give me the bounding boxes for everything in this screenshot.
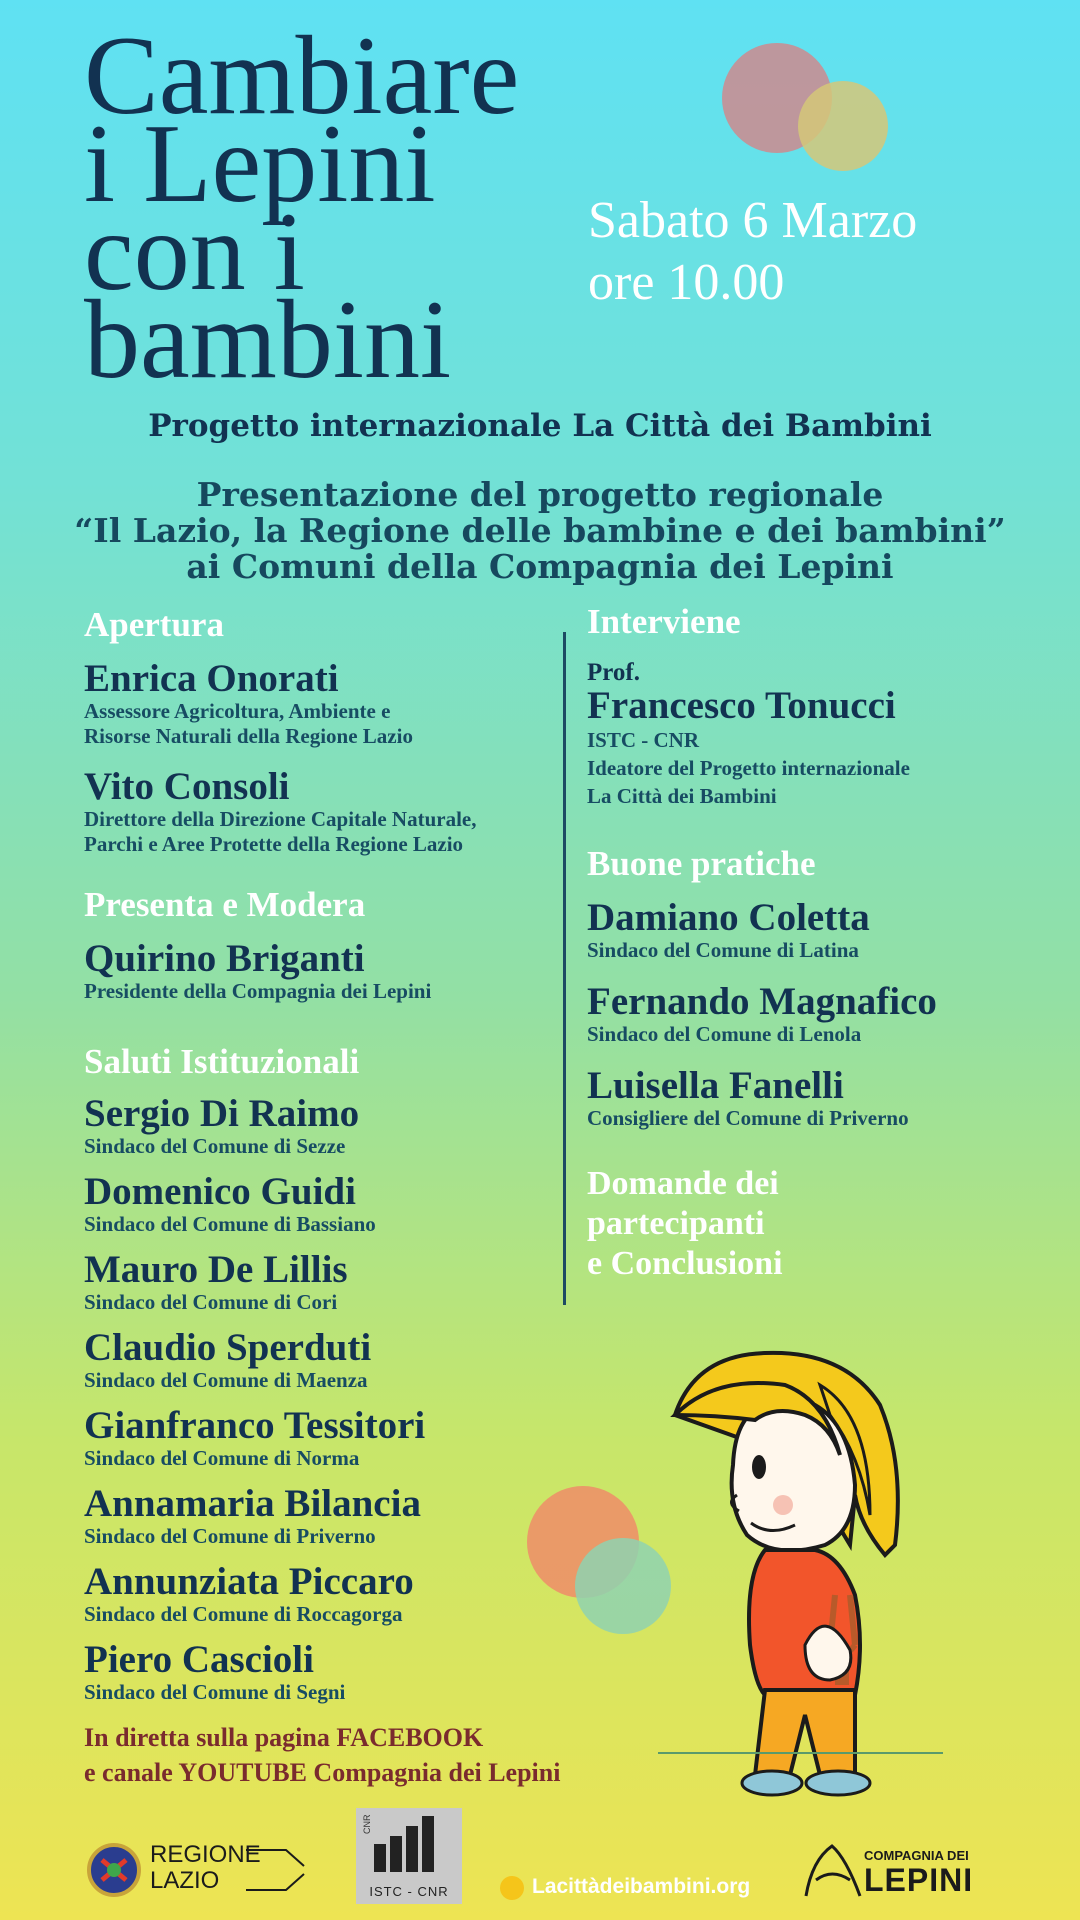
list-item	[84, 1094, 477, 1172]
speaker-role: Ideatore del Progetto internazionale	[587, 756, 910, 780]
lazio-arrows-icon	[246, 1840, 306, 1900]
speaker-role: Direttore della Direzione Capitale Naturale,	[84, 807, 477, 831]
left-column	[84, 605, 477, 1718]
list-item	[587, 982, 937, 1066]
speaker-role: Sindaco del Comune di Maenza	[84, 1368, 368, 1392]
list-item	[587, 1066, 937, 1150]
section-conclusioni	[587, 1164, 937, 1284]
speaker-name: Damiano Coletta	[587, 896, 870, 939]
istc-label: ISTC - CNR	[369, 1884, 449, 1899]
title-line-4: bambini	[84, 278, 452, 402]
istc-side-text: CNR	[362, 1814, 372, 1834]
speaker-name: Annamaria Bilancia	[84, 1482, 421, 1525]
regione-line-2: LAZIO	[150, 1867, 220, 1894]
lazio-emblem-icon	[86, 1842, 142, 1898]
regione-lazio-logo	[86, 1840, 306, 1900]
speaker-role: Parchi e Aree Protette della Regione Lazio	[84, 832, 464, 856]
speaker-role: Sindaco del Comune di Priverno	[84, 1524, 376, 1548]
list-item	[84, 1640, 477, 1718]
list-item	[84, 1562, 477, 1640]
speaker-name: Vito Consoli	[84, 765, 290, 808]
project-subtitle: Progetto internazionale La Città dei Bambini	[148, 408, 932, 444]
speaker-prefix: Prof.	[587, 659, 640, 686]
event-date	[588, 190, 917, 314]
presentation-line-3: ai Comuni della Compagnia dei Lepini	[186, 547, 894, 586]
decorative-circles-top	[720, 38, 900, 178]
event-time: ore 10.00	[588, 254, 785, 311]
citta-url: Lacittàdeibambini.org	[532, 1875, 751, 1898]
speaker-role: Sindaco del Comune di Sezze	[84, 1134, 346, 1158]
speaker-tonucci	[587, 660, 937, 810]
event-day: Sabato 6 Marzo	[588, 192, 918, 249]
speaker-role: Presidente della Compagnia dei Lepini	[84, 979, 432, 1003]
list-item	[84, 1484, 477, 1562]
speaker-role: Consigliere del Comune di Priverno	[587, 1106, 909, 1130]
ground-line	[658, 1752, 943, 1754]
speaker-role: ISTC - CNR	[587, 728, 700, 752]
speaker-name: Quirino Briganti	[84, 937, 365, 980]
list-item	[84, 1250, 477, 1328]
live-line-1: In diretta sulla pagina FACEBOOK	[84, 1723, 484, 1752]
section-interviene: Interviene	[587, 602, 741, 641]
speaker-name: Francesco Tonucci	[587, 684, 896, 727]
title-line-3: con i	[84, 190, 305, 314]
speaker-list-buone	[587, 898, 937, 1150]
child-illustration	[655, 1345, 955, 1815]
speaker-role: Sindaco del Comune di Segni	[84, 1680, 346, 1704]
regione-line-1: REGIONE	[150, 1841, 261, 1868]
istc-cnr-logo	[356, 1808, 462, 1904]
speaker-name: Luisella Fanelli	[587, 1064, 844, 1107]
list-item	[84, 1328, 477, 1406]
section-buone-pratiche: Buone pratiche	[587, 844, 816, 883]
closing-line-1: Domande dei	[587, 1165, 779, 1202]
speaker-onorati	[84, 659, 477, 749]
speaker-role: Sindaco del Comune di Latina	[587, 938, 859, 962]
speaker-role: Assessore Agricoltura, Ambiente e	[84, 699, 391, 723]
speaker-role: Sindaco del Comune di Cori	[84, 1290, 338, 1314]
live-line-2: e canale YOUTUBE Compagnia dei Lepini	[84, 1758, 561, 1787]
speaker-briganti	[84, 939, 477, 1004]
title-line-2: i Lepini	[84, 102, 436, 226]
speaker-role: La Città dei Bambini	[587, 784, 777, 808]
lepini-line-2: LEPINI	[864, 1862, 974, 1898]
speaker-name: Fernando Magnafico	[587, 980, 937, 1023]
speaker-name: Domenico Guidi	[84, 1170, 356, 1213]
live-notice	[84, 1720, 560, 1790]
sun-icon	[498, 1874, 526, 1902]
speaker-name: Sergio Di Raimo	[84, 1092, 360, 1135]
section-apertura: Apertura	[84, 605, 224, 644]
speaker-name: Mauro De Lillis	[84, 1248, 348, 1291]
column-divider	[563, 632, 566, 1305]
speaker-list-saluti	[84, 1094, 477, 1718]
speaker-role: Sindaco del Comune di Lenola	[587, 1022, 862, 1046]
lepini-mountain-icon	[802, 1840, 864, 1900]
speaker-name: Gianfranco Tessitori	[84, 1404, 426, 1447]
list-item	[84, 1406, 477, 1484]
speaker-role: Sindaco del Comune di Bassiano	[84, 1212, 376, 1236]
list-item	[587, 898, 937, 982]
right-column	[587, 602, 937, 1284]
lepini-line-1: COMPAGNIA DEI	[864, 1848, 969, 1863]
speaker-role: Sindaco del Comune di Norma	[84, 1446, 360, 1470]
list-item	[84, 1172, 477, 1250]
title-line-1: Cambiare	[84, 14, 520, 138]
closing-line-2: partecipanti	[587, 1205, 765, 1242]
istc-bars-icon	[374, 1814, 444, 1874]
speaker-name: Piero Cascioli	[84, 1638, 314, 1681]
presentation-line-2: “Il Lazio, la Regione delle bambine e dei bambini”	[74, 511, 1006, 550]
section-presenta: Presenta e Modera	[84, 885, 366, 924]
page-title	[84, 14, 520, 402]
presentation-line-1: Presentazione del progetto regionale	[196, 475, 884, 514]
speaker-name: Claudio Sperduti	[84, 1326, 372, 1369]
speaker-name: Annunziata Piccaro	[84, 1560, 414, 1603]
section-saluti: Saluti Istituzionali	[84, 1042, 360, 1081]
speaker-role: Sindaco del Comune di Roccagorga	[84, 1602, 403, 1626]
presentation-block	[0, 477, 1080, 585]
speaker-name: Enrica Onorati	[84, 657, 339, 700]
speaker-consoli	[84, 767, 477, 857]
speaker-role: Risorse Naturali della Regione Lazio	[84, 724, 413, 748]
closing-line-3: e Conclusioni	[587, 1245, 783, 1282]
compagnia-lepini-logo	[802, 1838, 992, 1902]
